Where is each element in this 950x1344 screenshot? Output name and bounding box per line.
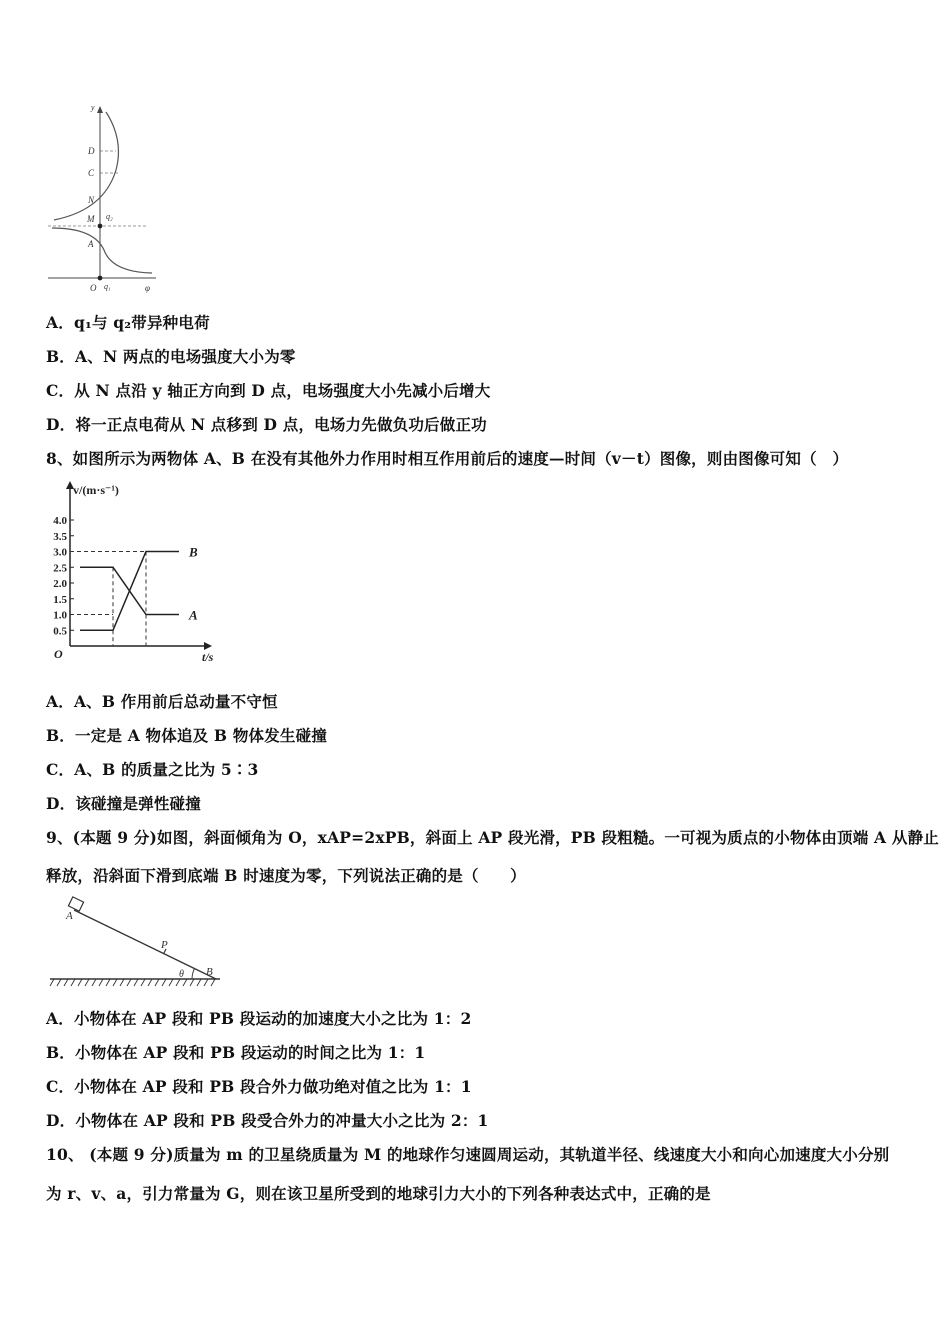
q7-option-d [46, 413, 487, 435]
y-tick-label: 0.5 [53, 625, 67, 638]
option-letter: B． [46, 347, 76, 366]
lower-potential-curve [52, 228, 152, 273]
block [68, 897, 83, 911]
label-q2: q₂ [106, 212, 113, 221]
q8-option-b [46, 724, 327, 746]
label-N: N [88, 195, 95, 205]
q8-velocity-time-chart [40, 478, 240, 668]
q7-option-c [46, 379, 490, 401]
y-tick-label: 3.5 [53, 530, 67, 543]
option-text: 小物体在 AP 段和 PB 段合外力做功绝对值之比为 1：1 [74, 1077, 472, 1096]
label-M: M [87, 214, 95, 224]
q10-stem-line1: 10、 (本题 9 分)质量为 m 的卫星绕质量为 M 的地球作匀速圆周运动，其轨道半径、线速度大小和向心加速度大小分别 [46, 1145, 890, 1164]
option-text: 将一正点电荷从 N 点移到 D 点，电场力先做负功后做正功 [75, 415, 487, 434]
option-letter: D． [46, 415, 76, 434]
y-tick-label: 4.0 [53, 515, 67, 527]
phi-axis-label: φ [145, 283, 150, 293]
q10-stem-line2: 为 r、v、a，引力常量为 G，则在该卫星所受到的地球引力大小的下列各种表达式中，正确的是 [46, 1184, 711, 1203]
origin-label: O [54, 647, 63, 661]
q8-option-d [46, 792, 201, 814]
q9-incline-figure [44, 896, 224, 996]
option-letter: C． [46, 1077, 75, 1096]
option-letter: D． [46, 794, 76, 813]
y-axis-label: y [91, 103, 95, 112]
option-letter: A． [46, 1009, 74, 1028]
option-letter: B． [46, 726, 76, 745]
option-text: q₁与 q₂带异种电荷 [73, 313, 210, 332]
y-tick-label: 1.0 [53, 609, 67, 622]
option-letter: C． [46, 760, 75, 779]
option-text: 一定是 A 物体追及 B 物体发生碰撞 [75, 726, 328, 745]
option-text: 小物体在 AP 段和 PB 段运动的加速度大小之比为 1：2 [73, 1009, 472, 1028]
option-letter: D． [46, 1111, 76, 1130]
y-tick-label: 1.5 [53, 593, 67, 606]
series-label-B: B [189, 544, 198, 560]
label-B: B [206, 966, 213, 978]
option-text: A、B 作用前后总动量不守恒 [73, 692, 278, 711]
charge-q1-point [98, 276, 103, 281]
option-letter: C． [46, 381, 75, 400]
q8-option-c [46, 758, 259, 780]
y-tick-label: 2.0 [53, 578, 67, 590]
y-axis-label: v/(m·s⁻¹) [73, 483, 119, 497]
label-P: P [161, 939, 168, 951]
option-text: 从 N 点沿 y 轴正方向到 D 点，电场强度大小先减小后增大 [74, 381, 491, 400]
t-axis-arrow [204, 642, 212, 650]
q9-option-b [46, 1041, 425, 1063]
option-text: 该碰撞是弹性碰撞 [75, 794, 201, 813]
x-axis-label: t/s [202, 650, 214, 664]
q7-option-b [46, 345, 296, 367]
label-C: C [88, 168, 95, 178]
q9-option-c [46, 1075, 472, 1097]
label-A: A [88, 239, 94, 249]
y-tick-label: 2.5 [53, 562, 67, 575]
option-letter: A． [46, 692, 74, 711]
series-line-B [80, 552, 179, 631]
label-q1: q₁ [104, 282, 111, 291]
label-theta: θ [179, 969, 184, 980]
charge-q2-point [98, 224, 103, 229]
q9-option-a [46, 1007, 471, 1029]
upper-potential-curve [54, 112, 118, 220]
q7-option-a [46, 311, 210, 333]
option-text: 小物体在 AP 段和 PB 段运动的时间之比为 1：1 [75, 1043, 426, 1062]
option-text: A、N 两点的电场强度大小为零 [75, 347, 296, 366]
option-text: A、B 的质量之比为 5∶3 [74, 760, 259, 779]
label-D: D [88, 146, 95, 156]
option-letter: A． [46, 313, 74, 332]
origin-label: O [90, 283, 97, 293]
q9-option-d [46, 1109, 489, 1131]
angle-arc [192, 969, 195, 980]
option-text: 小物体在 AP 段和 PB 段受合外力的冲量大小之比为 2：1 [75, 1111, 489, 1130]
series-label-A: A [189, 607, 198, 623]
q7-potential-graph [44, 100, 164, 295]
y-tick-label: 3.0 [53, 546, 67, 559]
option-letter: B． [46, 1043, 76, 1062]
label-A: A [66, 910, 73, 922]
q8-stem: 8、如图所示为两物体 A、B 在没有其他外力作用时相互作用前后的速度—时间（v－t）图像，则由图像可知（ ） [46, 449, 849, 468]
ground-hatching [50, 979, 215, 986]
q8-option-a [46, 690, 278, 712]
q9-stem-line1: 9、(本题 9 分)如图，斜面倾角为 O，xAP=2xPB，斜面上 AP 段光滑，PB 段粗糙。一可视为质点的小物体由顶端 A 从静止 [46, 828, 939, 847]
q9-stem-line2: 释放，沿斜面下滑到底端 B 时速度为零，下列说法正确的是（ ） [46, 866, 526, 885]
